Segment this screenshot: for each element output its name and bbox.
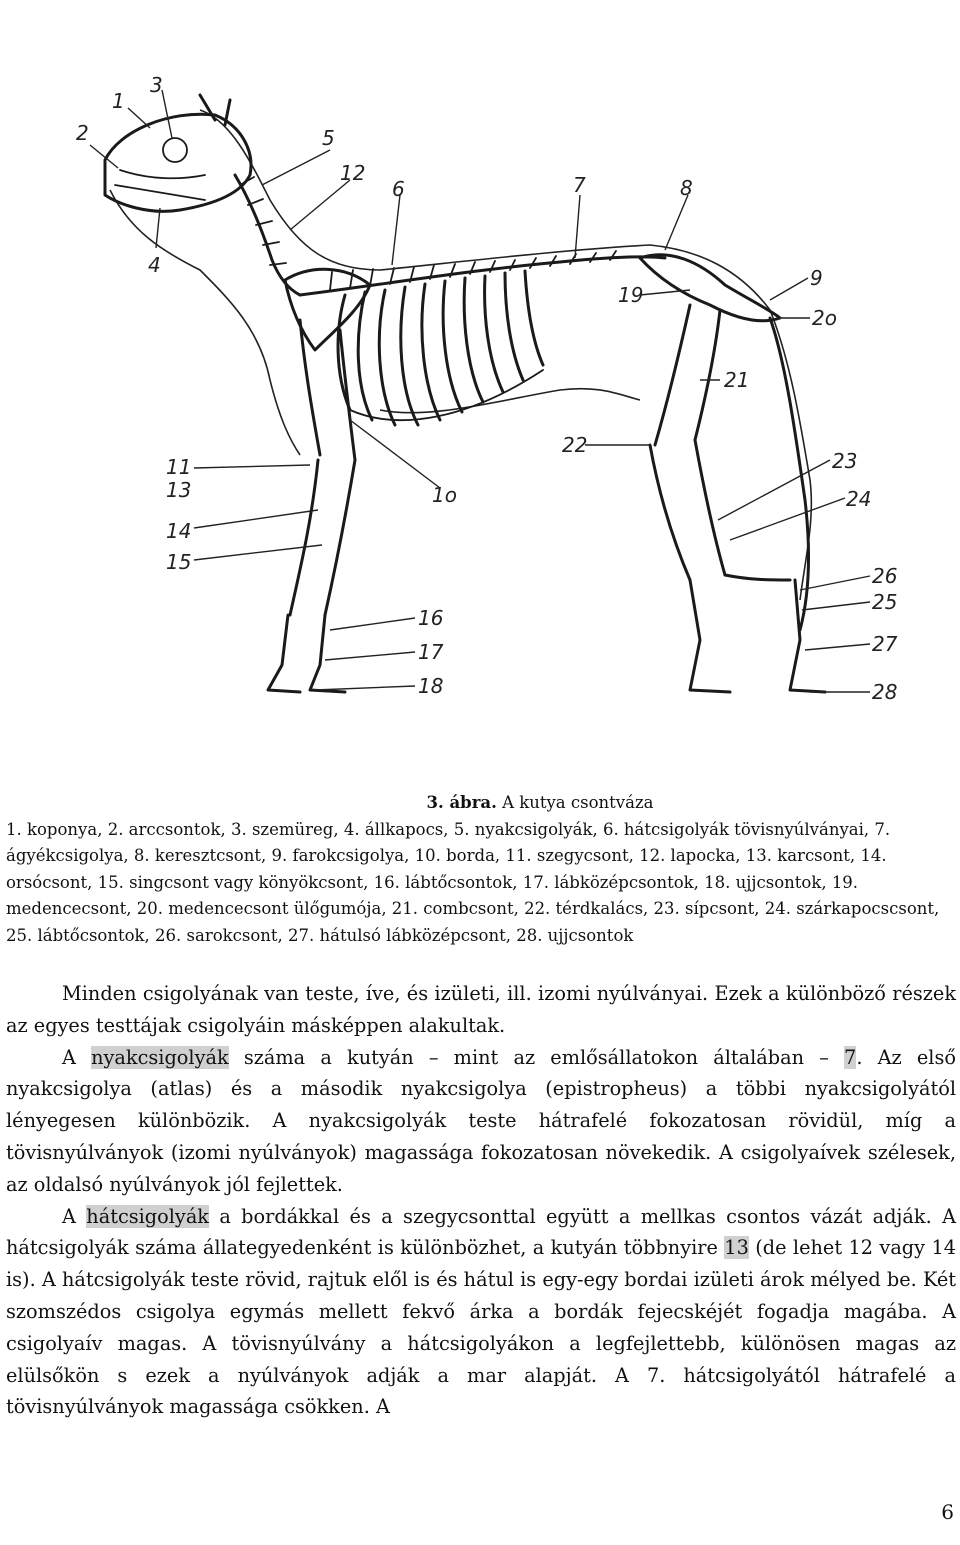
caption-number: 3. ábra. <box>426 793 497 812</box>
figure-label: 22 <box>562 433 588 457</box>
figure-label: 2 <box>76 121 89 145</box>
figure-label: 26 <box>872 564 898 588</box>
paragraph-3 <box>6 1201 956 1424</box>
figure-label: 3 <box>150 73 163 97</box>
text-run: A <box>62 1045 92 1069</box>
page-number: 6 <box>941 1500 954 1524</box>
figure-label: 15 <box>166 550 192 574</box>
text-run: a bordákkal és a szegycsonttal együtt a mellkas csontos vázát adják. A hátcsigolyák száma állategyedenként is különbözhet, a kutyán többnyire <box>6 1204 956 1260</box>
figure-label: 9 <box>810 266 823 290</box>
highlighted-term: 13 <box>724 1236 749 1260</box>
caption-legend: 1. koponya, 2. arccsontok, 3. szemüreg, 4. állkapocs, 5. nyakcsigolyák, 6. hátcsigolyák tövisnyúlványai, 7. ágyékcsigolya, 8. keresztcsont, 9. farokcsigolya, 10. borda, 11. szegycsont, 12. lapocka, 13. karcsont, 14. orsócsont, 15. singcsont vagy könyökcsont, 16. lábtőcsontok, 17. lábközépcsontok, 18. ujjcsontok, 19. medencecsont, 20. medencecsont ülőgumója, 21. combcsont, 22. térdkalács, 23. sípcsont, 24. szárkapocscsont, 25. lábtőcsontok, 26. sarokcsont, 27. hátulsó lábközépcsont, 28. ujjcsontok <box>6 819 940 945</box>
figure-label: 8 <box>680 176 693 200</box>
figure-label: 23 <box>832 449 858 473</box>
figure-label: 27 <box>872 632 898 656</box>
figure-label: 7 <box>573 173 586 197</box>
figure-label: 1o <box>432 483 457 507</box>
figure-caption <box>0 790 960 949</box>
figure-label: 6 <box>392 177 405 201</box>
figure-label: 28 <box>872 680 898 704</box>
body-text <box>6 978 956 1423</box>
figure-label: 17 <box>418 640 444 664</box>
figure-label: 24 <box>846 487 872 511</box>
caption-title <box>0 790 960 817</box>
text-run: . Az első nyakcsigolya (atlas) és a második nyakcsigolya (epistropheus) a többi nyakcsigolyától lényegesen különbözik. A nyakcsigolyák teste hátrafelé fokozatosan rövidül, míg a tövisnyúlványok (izomi nyúlványok) magassága fokozatosan növekedik. A csigolyaívek szélesek, az oldalsó nyúlványok jól fejlettek. <box>6 1045 956 1196</box>
highlighted-term: nyakcsigolyák <box>91 1045 229 1069</box>
paragraph-2 <box>6 1042 956 1201</box>
text-run: (de lehet 12 vagy 14 is). A hátcsigolyák teste rövid, rajtuk elől is és hátul is egy-egy bordai izületi árok mélyed be. Két szomszédos csigolya egymás mellett fekvő árka a bordák fejecskéjét fogadja magába. A csigolyaív magas. A tövisnyúlvány a hátcsigolyákon a legfejlettebb, különösen magas az elülsőkön s ezek a nyúlványok adják a mar alapját. A 7. hátcsigolyától hátrafelé a tövisnyúlványok magassága csökken. A <box>6 1236 956 1419</box>
figure-label: 11 <box>166 455 192 479</box>
figure-label: 21 <box>724 368 750 392</box>
text-run: száma a kutyán – mint az emlősállatokon általában – <box>228 1045 845 1069</box>
caption-title-text: A kutya csontváza <box>496 793 654 812</box>
figure-label: 14 <box>166 519 192 543</box>
figure-label: 19 <box>618 283 644 307</box>
figure-label: 2o <box>812 306 837 330</box>
figure-label: 16 <box>418 606 444 630</box>
paragraph-1: Minden csigolyának van teste, íve, és izületi, ill. izomi nyúlványai. Ezek a különböző részek az egyes testtájak csigolyáin másképpen alakultak. <box>6 982 956 1037</box>
figure-label: 1 <box>112 89 125 113</box>
text-run: A <box>62 1204 87 1228</box>
highlighted-term: 7 <box>844 1045 857 1069</box>
figure-label: 5 <box>322 126 335 150</box>
highlighted-term: hátcsigolyák <box>86 1204 209 1228</box>
figure-label: 13 <box>166 478 192 502</box>
figure-label: 4 <box>148 253 161 277</box>
figure-label: 12 <box>340 161 366 185</box>
figure-label: 25 <box>872 590 898 614</box>
figure-label: 18 <box>418 674 444 698</box>
